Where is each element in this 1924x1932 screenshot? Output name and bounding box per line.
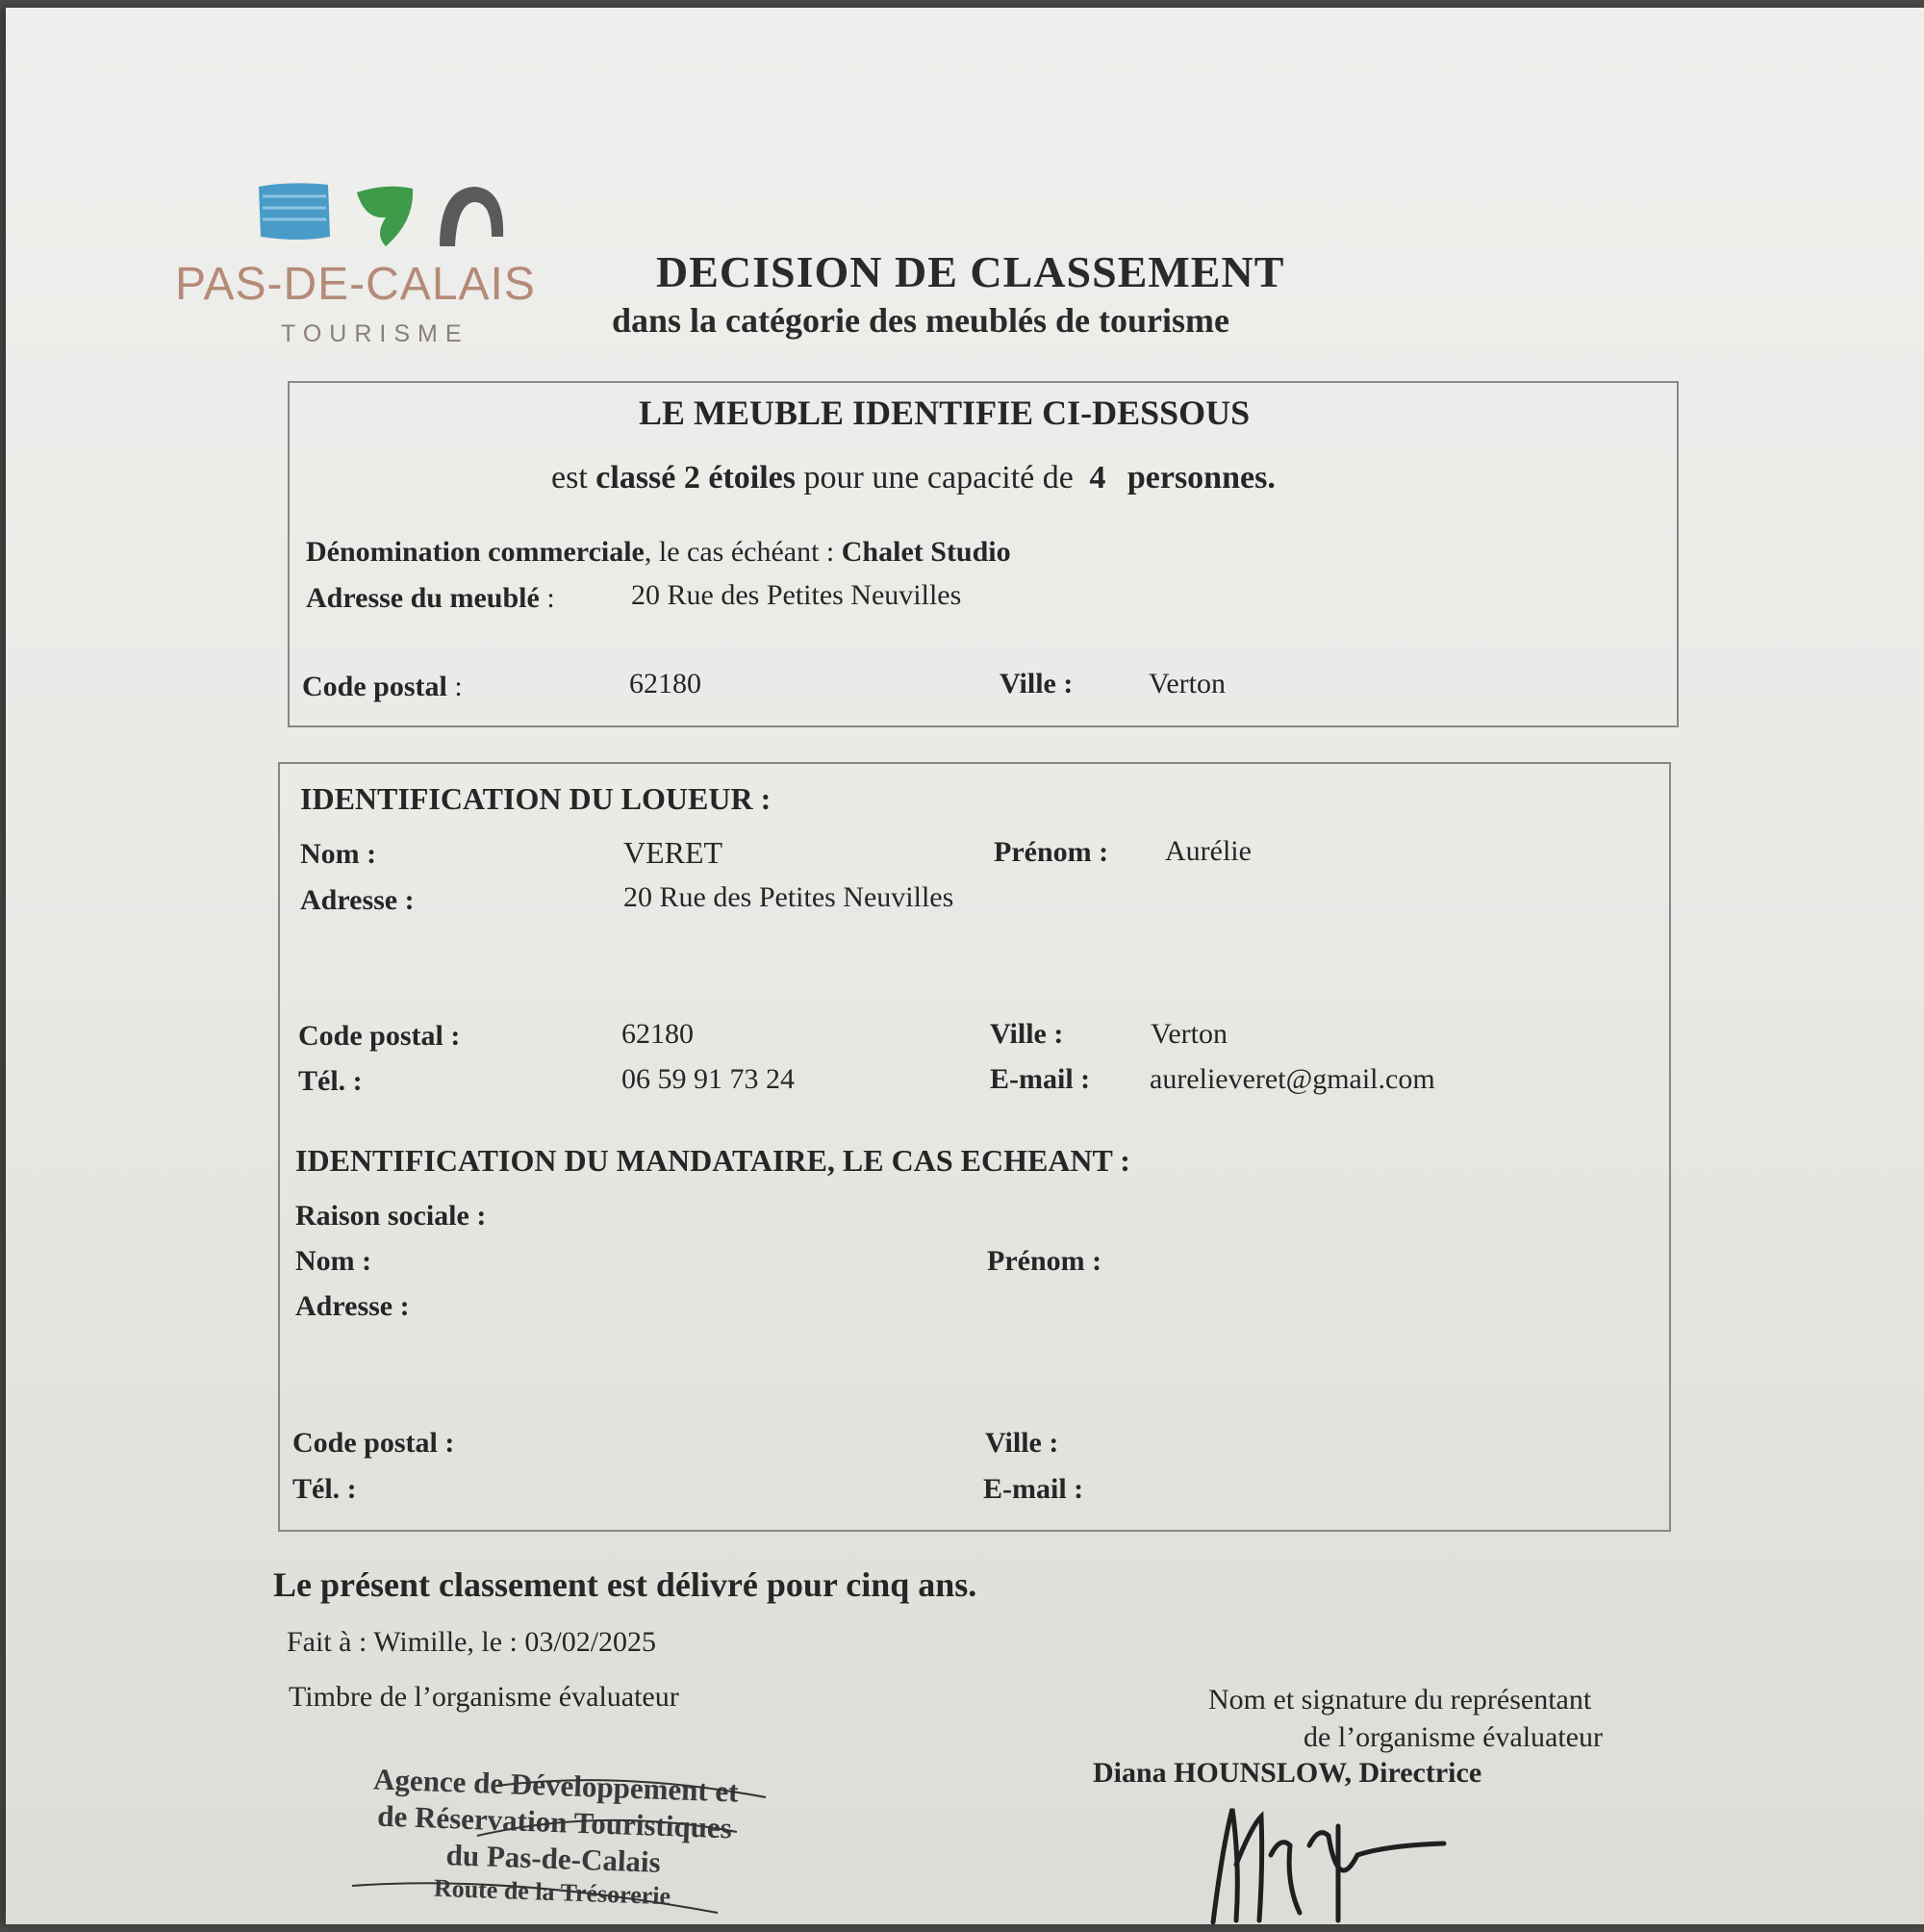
logo-blue-shape — [259, 183, 330, 240]
classement-prefix: est — [551, 460, 588, 496]
loueur-ville-label: Ville : — [990, 1018, 1064, 1050]
loueur-prenom-value: Aurélie — [1165, 835, 1252, 867]
loueur-tel-label: Tél. : — [298, 1065, 363, 1097]
logo-grey-shape — [440, 187, 503, 246]
loueur-code-postal-label: Code postal : — [298, 1020, 461, 1052]
denomination-label-rest: , le cas échéant : — [644, 536, 835, 568]
loueur-email-label: E-mail : — [990, 1063, 1091, 1095]
mandataire-ville-label: Ville : — [985, 1427, 1059, 1459]
pas-de-calais-logo-icon — [251, 179, 511, 256]
loueur-prenom-label: Prénom : — [994, 836, 1109, 868]
duree-classement: Le présent classement est délivré pour cinq ans. — [273, 1565, 977, 1604]
mandataire-heading: IDENTIFICATION DU MANDATAIRE, LE CAS ECHEANT : — [295, 1143, 1130, 1178]
loueur-heading: IDENTIFICATION DU LOUEUR : — [300, 781, 772, 816]
signature-label-line1: Nom et signature du représentant — [1208, 1684, 1592, 1716]
loueur-adresse-label: Adresse : — [300, 884, 415, 916]
meuble-code-postal-label-text: Code postal — [302, 671, 447, 702]
signature-label-line2: de l’organisme évaluateur — [1304, 1721, 1603, 1753]
meuble-ville-label: Ville : — [1000, 668, 1074, 699]
stamp-line-2: de Réservation Touristiques — [376, 1798, 733, 1845]
classement-suffix: personnes. — [1127, 460, 1276, 496]
meuble-adresse-label — [306, 582, 555, 615]
meuble-adresse-label-text: Adresse du meublé — [306, 582, 540, 614]
stamp-scribble-line-2 — [477, 1820, 737, 1836]
timbre-label: Timbre de l’organisme évaluateur — [289, 1681, 679, 1713]
mandataire-nom-label: Nom : — [295, 1245, 372, 1277]
mandataire-tel-label: Tél. : — [292, 1473, 357, 1505]
denomination-value: Chalet Studio — [841, 536, 1011, 568]
loueur-email-value: aurelieveret@gmail.com — [1150, 1063, 1435, 1095]
fait-a-date: Fait à : Wimille, le : 03/02/2025 — [287, 1626, 657, 1658]
signataire-name: Diana HOUNSLOW, Directrice — [1093, 1757, 1482, 1789]
denomination-row — [306, 536, 1011, 569]
meuble-ville-value: Verton — [1149, 668, 1226, 699]
meuble-heading: LE MEUBLE IDENTIFIE CI-DESSOUS — [639, 394, 1251, 432]
loueur-tel-value: 06 59 91 73 24 — [621, 1063, 795, 1095]
classement-capacity: 4 — [1089, 460, 1106, 496]
loueur-nom-value: VERET — [623, 835, 723, 870]
mandataire-adresse-label: Adresse : — [295, 1290, 410, 1322]
loueur-ville-value: Verton — [1151, 1018, 1228, 1050]
document-page — [6, 8, 1924, 1924]
loueur-code-postal-value: 62180 — [621, 1018, 694, 1050]
meuble-code-postal-label — [302, 671, 463, 703]
classement-line — [551, 460, 1276, 496]
page-subtitle: dans la catégorie des meublés de tourisme — [612, 301, 1229, 340]
loueur-adresse-value: 20 Rue des Petites Neuvilles — [623, 881, 954, 913]
stamp-scribble-line-1 — [496, 1780, 766, 1797]
mandataire-code-postal-label: Code postal : — [292, 1427, 455, 1459]
signature-stroke — [1213, 1809, 1444, 1922]
logo-green-shape — [357, 187, 413, 246]
meuble-adresse-colon: : — [539, 582, 555, 614]
handwritten-signature-icon — [1194, 1807, 1482, 1924]
meuble-code-postal-colon: : — [446, 671, 463, 702]
meuble-adresse-value: 20 Rue des Petites Neuvilles — [631, 579, 962, 611]
page-title: DECISION DE CLASSEMENT — [656, 247, 1285, 296]
denomination-label: Dénomination commerciale — [306, 536, 645, 568]
classement-middle: pour une capacité de — [803, 460, 1074, 496]
meuble-code-postal-value: 62180 — [629, 668, 701, 699]
mandataire-raison-sociale-label: Raison sociale : — [295, 1200, 487, 1232]
stamp-line-3: du Pas-de-Calais — [445, 1838, 662, 1879]
stamp-line-1: Agence de Développement et — [372, 1762, 740, 1809]
stamp-line-4: Route de la Trésorerie — [433, 1873, 671, 1911]
logo-name: PAS-DE-CALAIS — [175, 259, 536, 310]
logo-subtitle: TOURISME — [281, 320, 469, 347]
stamp-scribble-icon — [314, 1768, 814, 1932]
loueur-nom-label: Nom : — [300, 838, 377, 870]
mandataire-prenom-label: Prénom : — [987, 1245, 1102, 1277]
classement-stars: classé 2 étoiles — [595, 460, 796, 496]
mandataire-email-label: E-mail : — [983, 1473, 1084, 1505]
stamp-scribble-line-3 — [352, 1883, 718, 1913]
